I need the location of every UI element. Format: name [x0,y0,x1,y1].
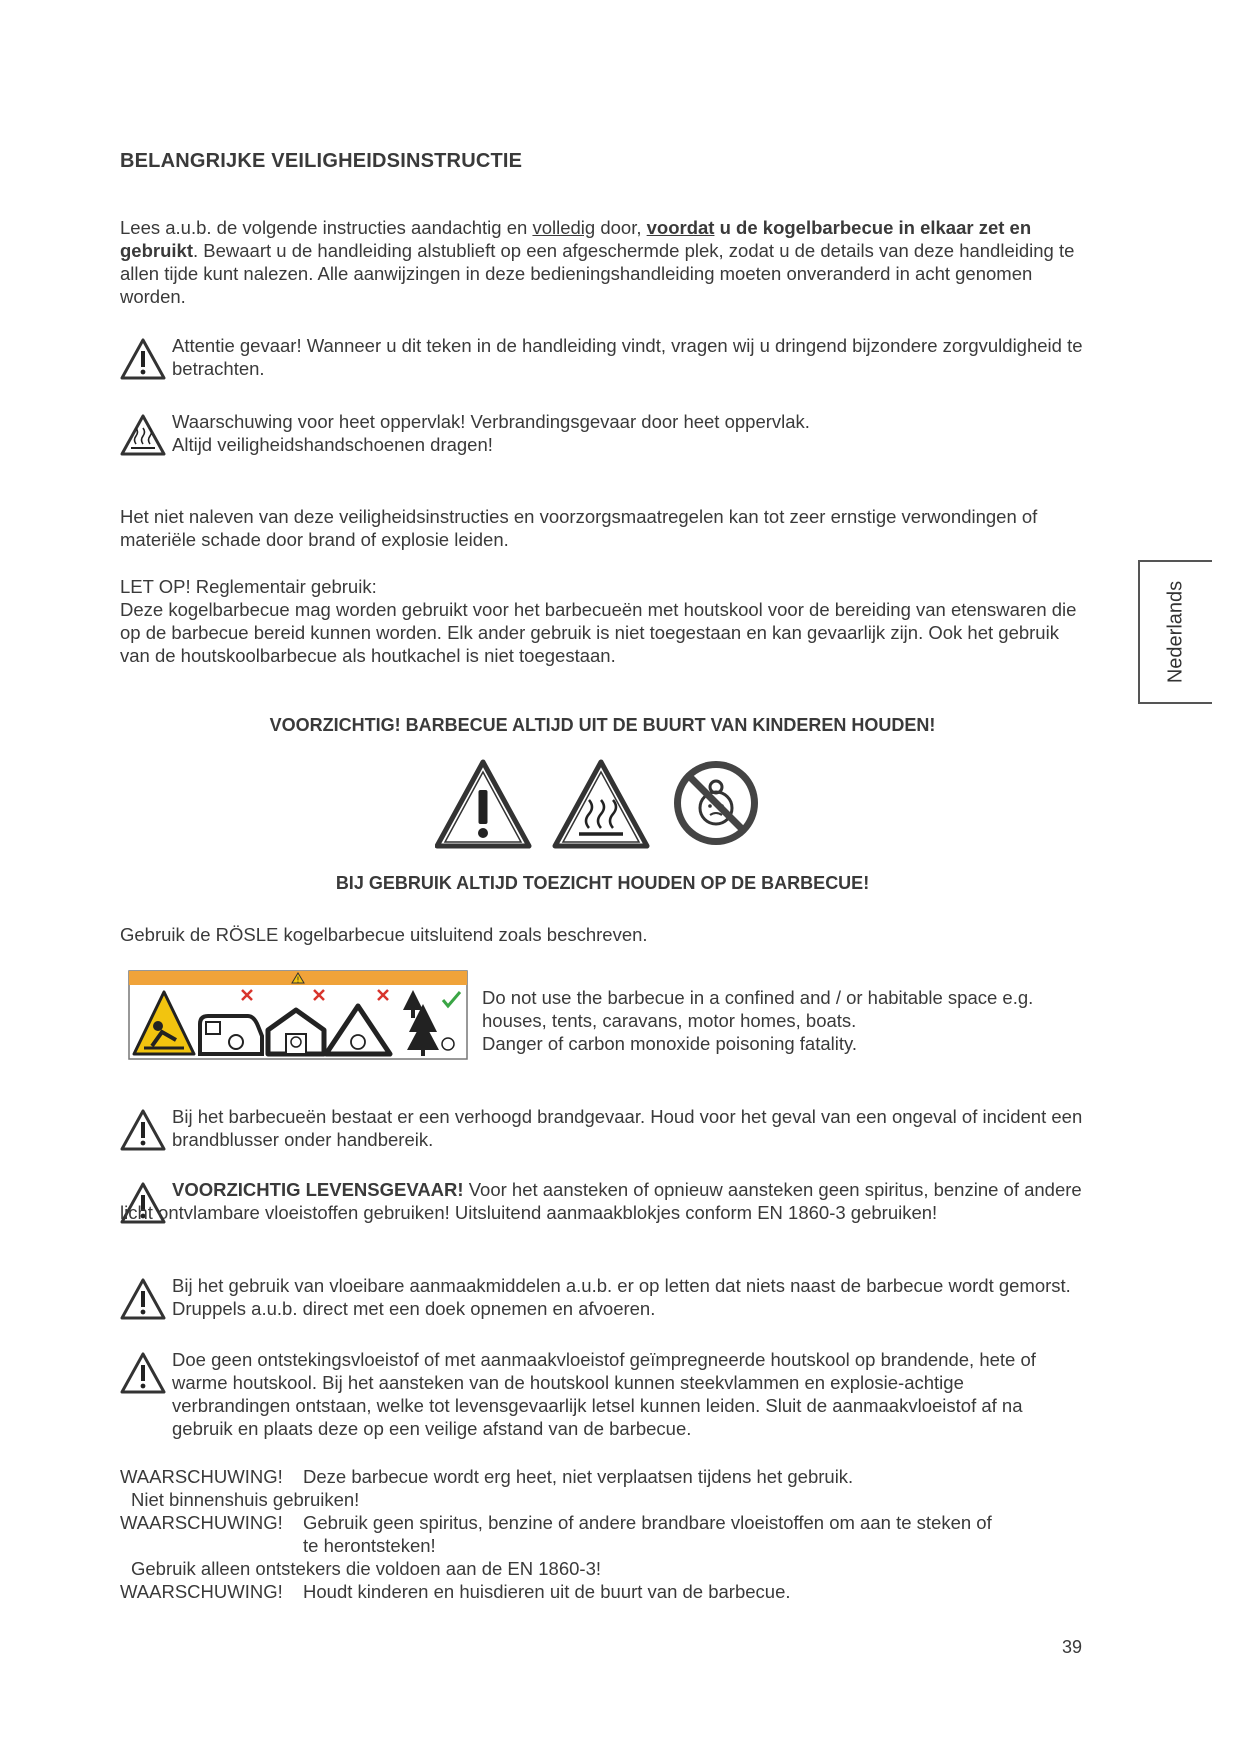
hot-surface-line-1: Waarschuwing voor heet oppervlak! Verbrandingsgevaar door heet oppervlak. [172,411,810,432]
intro-text-2: door, [595,217,647,238]
intro-bold: u de kogelbarbecue in elkaar zet en gebruikt [120,217,1032,261]
intro-text-3: . Bewaart u de handleiding alstublieft op een afgeschermde plek, zodat u de details van deze handleiding te allen tijde kunt nalezen. Alle aanwijzingen in deze bedieningshandleiding moeten onveranderd in acht genomen worden. [120,240,1075,307]
page-title: BELANGRIJKE VEILIGHEIDSINSTRUCTIE [120,150,523,172]
life-danger-rest: Voor het aansteken of opnieuw aansteken geen spiritus, benzine of andere licht ontvlambare vloeistoffen gebruiken! Uitsluitend aanmaakblokjes conform EN 1860-3 gebruiken! [120,1179,1082,1223]
life-danger-bold: VOORZICHTIG LEVENSGEVAAR! [172,1179,464,1200]
language-side-tab [1138,560,1212,704]
liquid-lighter-text: Bij het gebruik van vloeibare aanmaakmiddelen a.u.b. er op letten dat niets naast de barbecue wordt gemorst. Druppels a.u.b. direct met een doek opnemen en afvoeren. [172,1275,1071,1319]
co-warning-yellow-icon [132,988,196,1056]
co-line-2: houses, tents, caravans, motor homes, boats. [482,1010,857,1031]
letop-section [120,575,1085,667]
warning-line-2b: te herontsteken! [303,1535,436,1556]
large-hot-surface-icon [555,762,647,846]
carbon-monoxide-pictogram [128,970,468,1060]
warning-triangle-icon [120,338,166,380]
warning-1-text: Deze barbecue wordt erg heet, niet verplaatsen tijdens het gebruik. [303,1466,854,1487]
warning-line-2 [120,1511,992,1534]
attention-text: Attentie gevaar! Wanneer u dit teken in de handleiding vindt, vragen wij u dringend bijzondere zorgvuldigheid te betrachten. [172,335,1083,379]
warning-line-1b: Niet binnenshuis gebruiken! [131,1489,360,1510]
intro-paragraph [120,216,1085,308]
letop-body: Deze kogelbarbecue mag worden gebruikt voor het barbecueën met houtskool voor de bereiding van etenswaren die op de barbecue bereid kunnen worden. Elk ander gebruik is niet toegestaan en kan gevaarlijk zijn. Ook het gebruik van de houtskoolbarbecue als houtkachel is niet toegestaan. [120,599,1077,666]
no-children-icon [674,761,758,845]
warning-label: WAARSCHUWING! [120,1512,283,1533]
warning-line-2c: Gebruik alleen ontstekers die voldoen aan de EN 1860-3! [131,1558,601,1579]
warning-label: WAARSCHUWING! [120,1581,283,1602]
fire-risk-text: Bij het barbecueën bestaat er een verhoogd brandgevaar. Houd voor het geval van een ongeval of incident een brandblusser onder handbereik. [172,1106,1083,1150]
hot-surface-text [172,410,1085,456]
supervise-heading: BIJ GEBRUIK ALTIJD TOEZICHT HOUDEN OP DE BARBECUE! [335,873,870,893]
warning-3-text: Houdt kinderen en huisdieren uit de buurt van de barbecue. [303,1581,791,1602]
no-fluid-text: Doe geen ontstekingsvloeistof of met aanmaakvloeistof geïmpregneerde houtskool op brandende, hete of warme houtskool. Bij het aansteken van de houtskool kunnen steekvlammen en explosie-achtige verbrandingen ontstaan, welke tot levensgevaarlijk letsel kunnen leiden. Sluit de aanmaakvloeistof af na gebruik en plaats deze op een veilige afstand van de barbecue. [172,1349,1036,1439]
no-fluid-row [120,1348,1085,1444]
intro-underline-voordat: voordat [646,217,715,238]
intro-underline-volledig: volledig [532,217,596,238]
language-side-tab-label: Nederlands [1164,580,1187,684]
use-as-described-text: Gebruik de RÖSLE kogelbarbecue uitsluitend zoals beschreven. [120,924,648,945]
warning-2-text: Gebruik geen spiritus, benzine of andere brandbare vloeistoffen om aan te steken of [303,1512,992,1533]
letop-heading: LET OP! Reglementair gebruik: [120,576,377,597]
svg-text:!: ! [296,975,300,985]
hot-surface-icon [120,414,166,456]
co-warning-text [482,986,1082,1055]
hot-surface-line-2: Altijd veiligheidshandschoenen dragen! [172,434,493,455]
warning-line-3 [120,1580,791,1603]
life-danger-row [120,1178,1085,1250]
warning-triangle-icon [120,1278,166,1320]
life-danger-text [120,1178,1085,1224]
intro-text-1: Lees a.u.b. de volgende instructies aandachtig en [120,217,533,238]
children-warning-heading: VOORZICHTIG! BARBECUE ALTIJD UIT DE BUURT VAN KINDEREN HOUDEN! [269,715,936,735]
warning-triangle-icon [120,1352,166,1394]
hot-surface-row [120,410,1085,460]
warning-line-1 [120,1465,853,1488]
large-warning-icons [435,758,770,853]
page-number: 39 [1062,1637,1083,1657]
co-line-1: Do not use the barbecue in a confined and / or habitable space e.g. [482,987,1034,1008]
attention-row [120,334,1085,384]
large-warning-triangle-icon [437,762,529,846]
liquid-lighter-row [120,1274,1085,1324]
warning-triangle-icon [120,1109,166,1151]
noncompliance-paragraph: Het niet naleven van deze veiligheidsinstructies en voorzorgsmaatregelen kan tot zeer ernstige verwondingen of materiële schade door brand of explosie leiden. [120,506,1038,550]
fire-risk-row [120,1105,1085,1155]
warning-label: WAARSCHUWING! [120,1466,283,1487]
co-line-3: Danger of carbon monoxide poisoning fatality. [482,1033,858,1054]
